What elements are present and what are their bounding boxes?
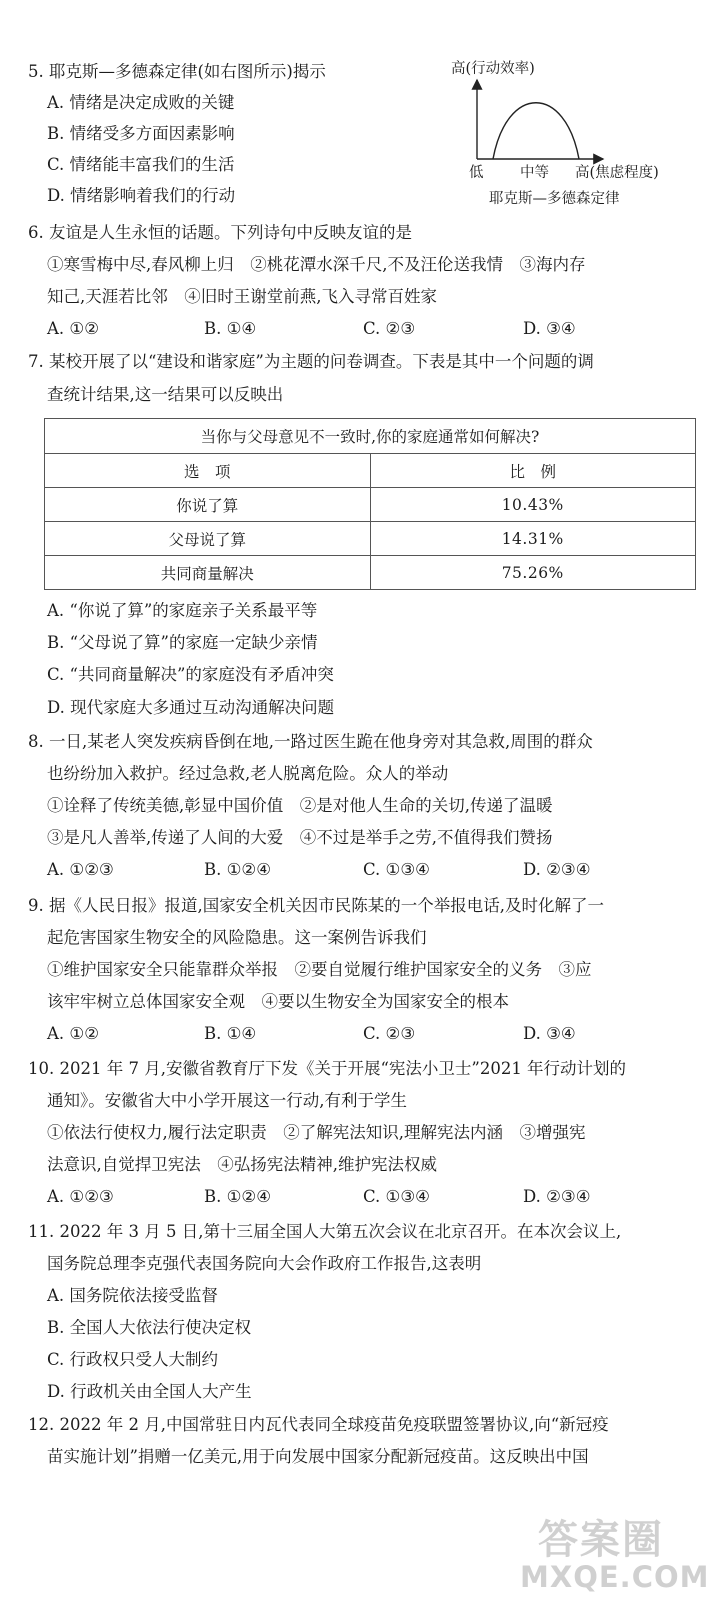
- q9-option-c: C. ②③: [363, 1024, 416, 1043]
- q11-option-a: A. 国务院依法接受监督: [47, 1286, 218, 1305]
- graph-caption: 耶克斯—多德森定律: [489, 191, 620, 207]
- q6-options: [47, 317, 697, 341]
- q10-stem-line-1: 10. 2021 年 7 月,安徽省教育厅下发《关于开展“宪法小卫士”2021 年行动计划的: [28, 1059, 627, 1078]
- q8-stem-line-3: ①诠释了传统美德,彰显中国价值 ②是对他人生命的关切,传递了温暖: [47, 796, 553, 815]
- watermark-bottom-text: MXQE.COM: [520, 1560, 710, 1594]
- table-header-ratio: 比 例: [370, 454, 696, 488]
- table-row: [45, 522, 696, 556]
- q11-option-c: C. 行政权只受人大制约: [47, 1350, 219, 1369]
- q10-options: [47, 1185, 697, 1209]
- q6-option-b: B. ①④: [204, 319, 257, 338]
- yerkes-dodson-graph: [451, 56, 700, 216]
- table-cell-option: 父母说了算: [45, 522, 371, 556]
- q6-option-a: A. ①②: [47, 319, 99, 338]
- q10-stem-line-2: 通知》。安徽省大中小学开展这一行动,有利于学生: [47, 1091, 407, 1110]
- table-cell-ratio: 75.26%: [370, 556, 696, 590]
- q8-stem-line-1: 8. 一日,某老人突发疾病昏倒在地,一路过医生跪在他身旁对其急救,周围的群众: [28, 732, 593, 751]
- survey-table: [44, 418, 696, 590]
- q8-option-a: A. ①②③: [47, 860, 114, 879]
- q8-option-c: C. ①③④: [363, 860, 430, 879]
- q7-option-c: C. “共同商量解决”的家庭没有矛盾冲突: [47, 665, 334, 684]
- q5-option-a: A. 情绪是决定成败的关键: [47, 93, 235, 112]
- graph-y-label: 高(行动效率): [451, 61, 535, 77]
- q8-option-d: D. ②③④: [523, 860, 591, 879]
- q5-option-c: C. 情绪能丰富我们的生活: [47, 155, 235, 174]
- q10-option-a: A. ①②③: [47, 1187, 114, 1206]
- table-row: [45, 488, 696, 522]
- q9-stem-line-2: 起危害国家生物安全的风险隐患。这一案例告诉我们: [47, 928, 427, 947]
- q8-stem-line-2: 也纷纷加入救护。经过急救,老人脱离危险。众人的举动: [47, 764, 449, 783]
- q9-option-b: B. ①④: [204, 1024, 257, 1043]
- q11-stem-line-2: 国务院总理李克强代表国务院向大会作政府工作报告,这表明: [47, 1254, 482, 1273]
- table-row: [45, 556, 696, 590]
- q5-stem: 5. 耶克斯—多德森定律(如右图所示)揭示: [28, 62, 326, 81]
- q7-stem-line-2: 查统计结果,这一结果可以反映出: [47, 385, 284, 404]
- q6-stem-line-1: 6. 友谊是人生永恒的话题。下列诗句中反映友谊的是: [28, 223, 412, 242]
- q6-option-d: D. ③④: [523, 319, 576, 338]
- q6-stem-line-2: ①寒雪梅中尽,春风柳上归 ②桃花潭水深千尺,不及汪伦送我情 ③海内存: [47, 255, 586, 274]
- q9-stem-line-1: 9. 据《人民日报》报道,国家安全机关因市民陈某的一个举报电话,及时化解了一: [28, 896, 604, 915]
- inverted-u-curve: [493, 103, 579, 159]
- graph-x-low: 低: [469, 165, 484, 181]
- q6-stem-line-3: 知己,天涯若比邻 ④旧时王谢堂前燕,飞入寻常百姓家: [47, 287, 437, 306]
- q11-option-d: D. 行政机关由全国人大产生: [47, 1382, 252, 1401]
- q7-option-b: B. “父母说了算”的家庭一定缺少亲情: [47, 633, 318, 652]
- q10-option-b: B. ①②④: [204, 1187, 271, 1206]
- q10-option-d: D. ②③④: [523, 1187, 591, 1206]
- q7-option-a: A. “你说了算”的家庭亲子关系最平等: [47, 601, 318, 620]
- graph-x-high: 高(焦虑程度): [575, 165, 659, 181]
- q5-option-d: D. 情绪影响着我们的行动: [47, 186, 236, 205]
- q6-option-c: C. ②③: [363, 319, 416, 338]
- q11-option-b: B. 全国人大依法行使决定权: [47, 1318, 252, 1337]
- q9-options: [47, 1022, 697, 1046]
- watermark-top-text: 答案圈: [538, 1517, 664, 1563]
- q9-option-a: A. ①②: [47, 1024, 99, 1043]
- q11-stem-line-1: 11. 2022 年 3 月 5 日,第十三届全国人大第五次会议在北京召开。在本次会议上,: [28, 1222, 622, 1241]
- table-cell-ratio: 10.43%: [370, 488, 696, 522]
- q10-stem-line-3: ①依法行使权力,履行法定职责 ②了解宪法知识,理解宪法内涵 ③增强宪: [47, 1123, 586, 1142]
- q9-option-d: D. ③④: [523, 1024, 576, 1043]
- q7-option-d: D. 现代家庭大多通过互动沟通解决问题: [47, 698, 335, 717]
- q10-option-c: C. ①③④: [363, 1187, 430, 1206]
- q8-option-b: B. ①②④: [204, 860, 271, 879]
- q12-stem-line-2: 苗实施计划”捐赠一亿美元,用于向发展中国家分配新冠疫苗。这反映出中国: [47, 1447, 589, 1466]
- graph-x-mid: 中等: [520, 165, 549, 181]
- q8-stem-line-4: ③是凡人善举,传递了人间的大爱 ④不过是举手之劳,不值得我们赞扬: [47, 828, 553, 847]
- q5-option-b: B. 情绪受多方面因素影响: [47, 124, 235, 143]
- q9-stem-line-3: ①维护国家安全只能靠群众举报 ②要自觉履行维护国家安全的义务 ③应: [47, 960, 592, 979]
- table-caption: 当你与父母意见不一致时,你的家庭通常如何解决?: [45, 419, 696, 454]
- q7-stem-line-1: 7. 某校开展了以“建设和谐家庭”为主题的问卷调查。下表是其中一个问题的调: [28, 352, 594, 371]
- q12-stem-line-1: 12. 2022 年 2 月,中国常驻日内瓦代表同全球疫苗免疫联盟签署协议,向“新冠疫: [28, 1415, 609, 1434]
- q8-options: [47, 858, 697, 882]
- watermark-logo: [520, 1508, 710, 1596]
- table-cell-ratio: 14.31%: [370, 522, 696, 556]
- table-header-option: 选 项: [45, 454, 371, 488]
- q10-stem-line-4: 法意识,自觉捍卫宪法 ④弘扬宪法精神,维护宪法权威: [47, 1155, 437, 1174]
- q9-stem-line-4: 该牢牢树立总体国家安全观 ④要以生物安全为国家安全的根本: [47, 992, 509, 1011]
- table-cell-option: 你说了算: [45, 488, 371, 522]
- table-cell-option: 共同商量解决: [45, 556, 371, 590]
